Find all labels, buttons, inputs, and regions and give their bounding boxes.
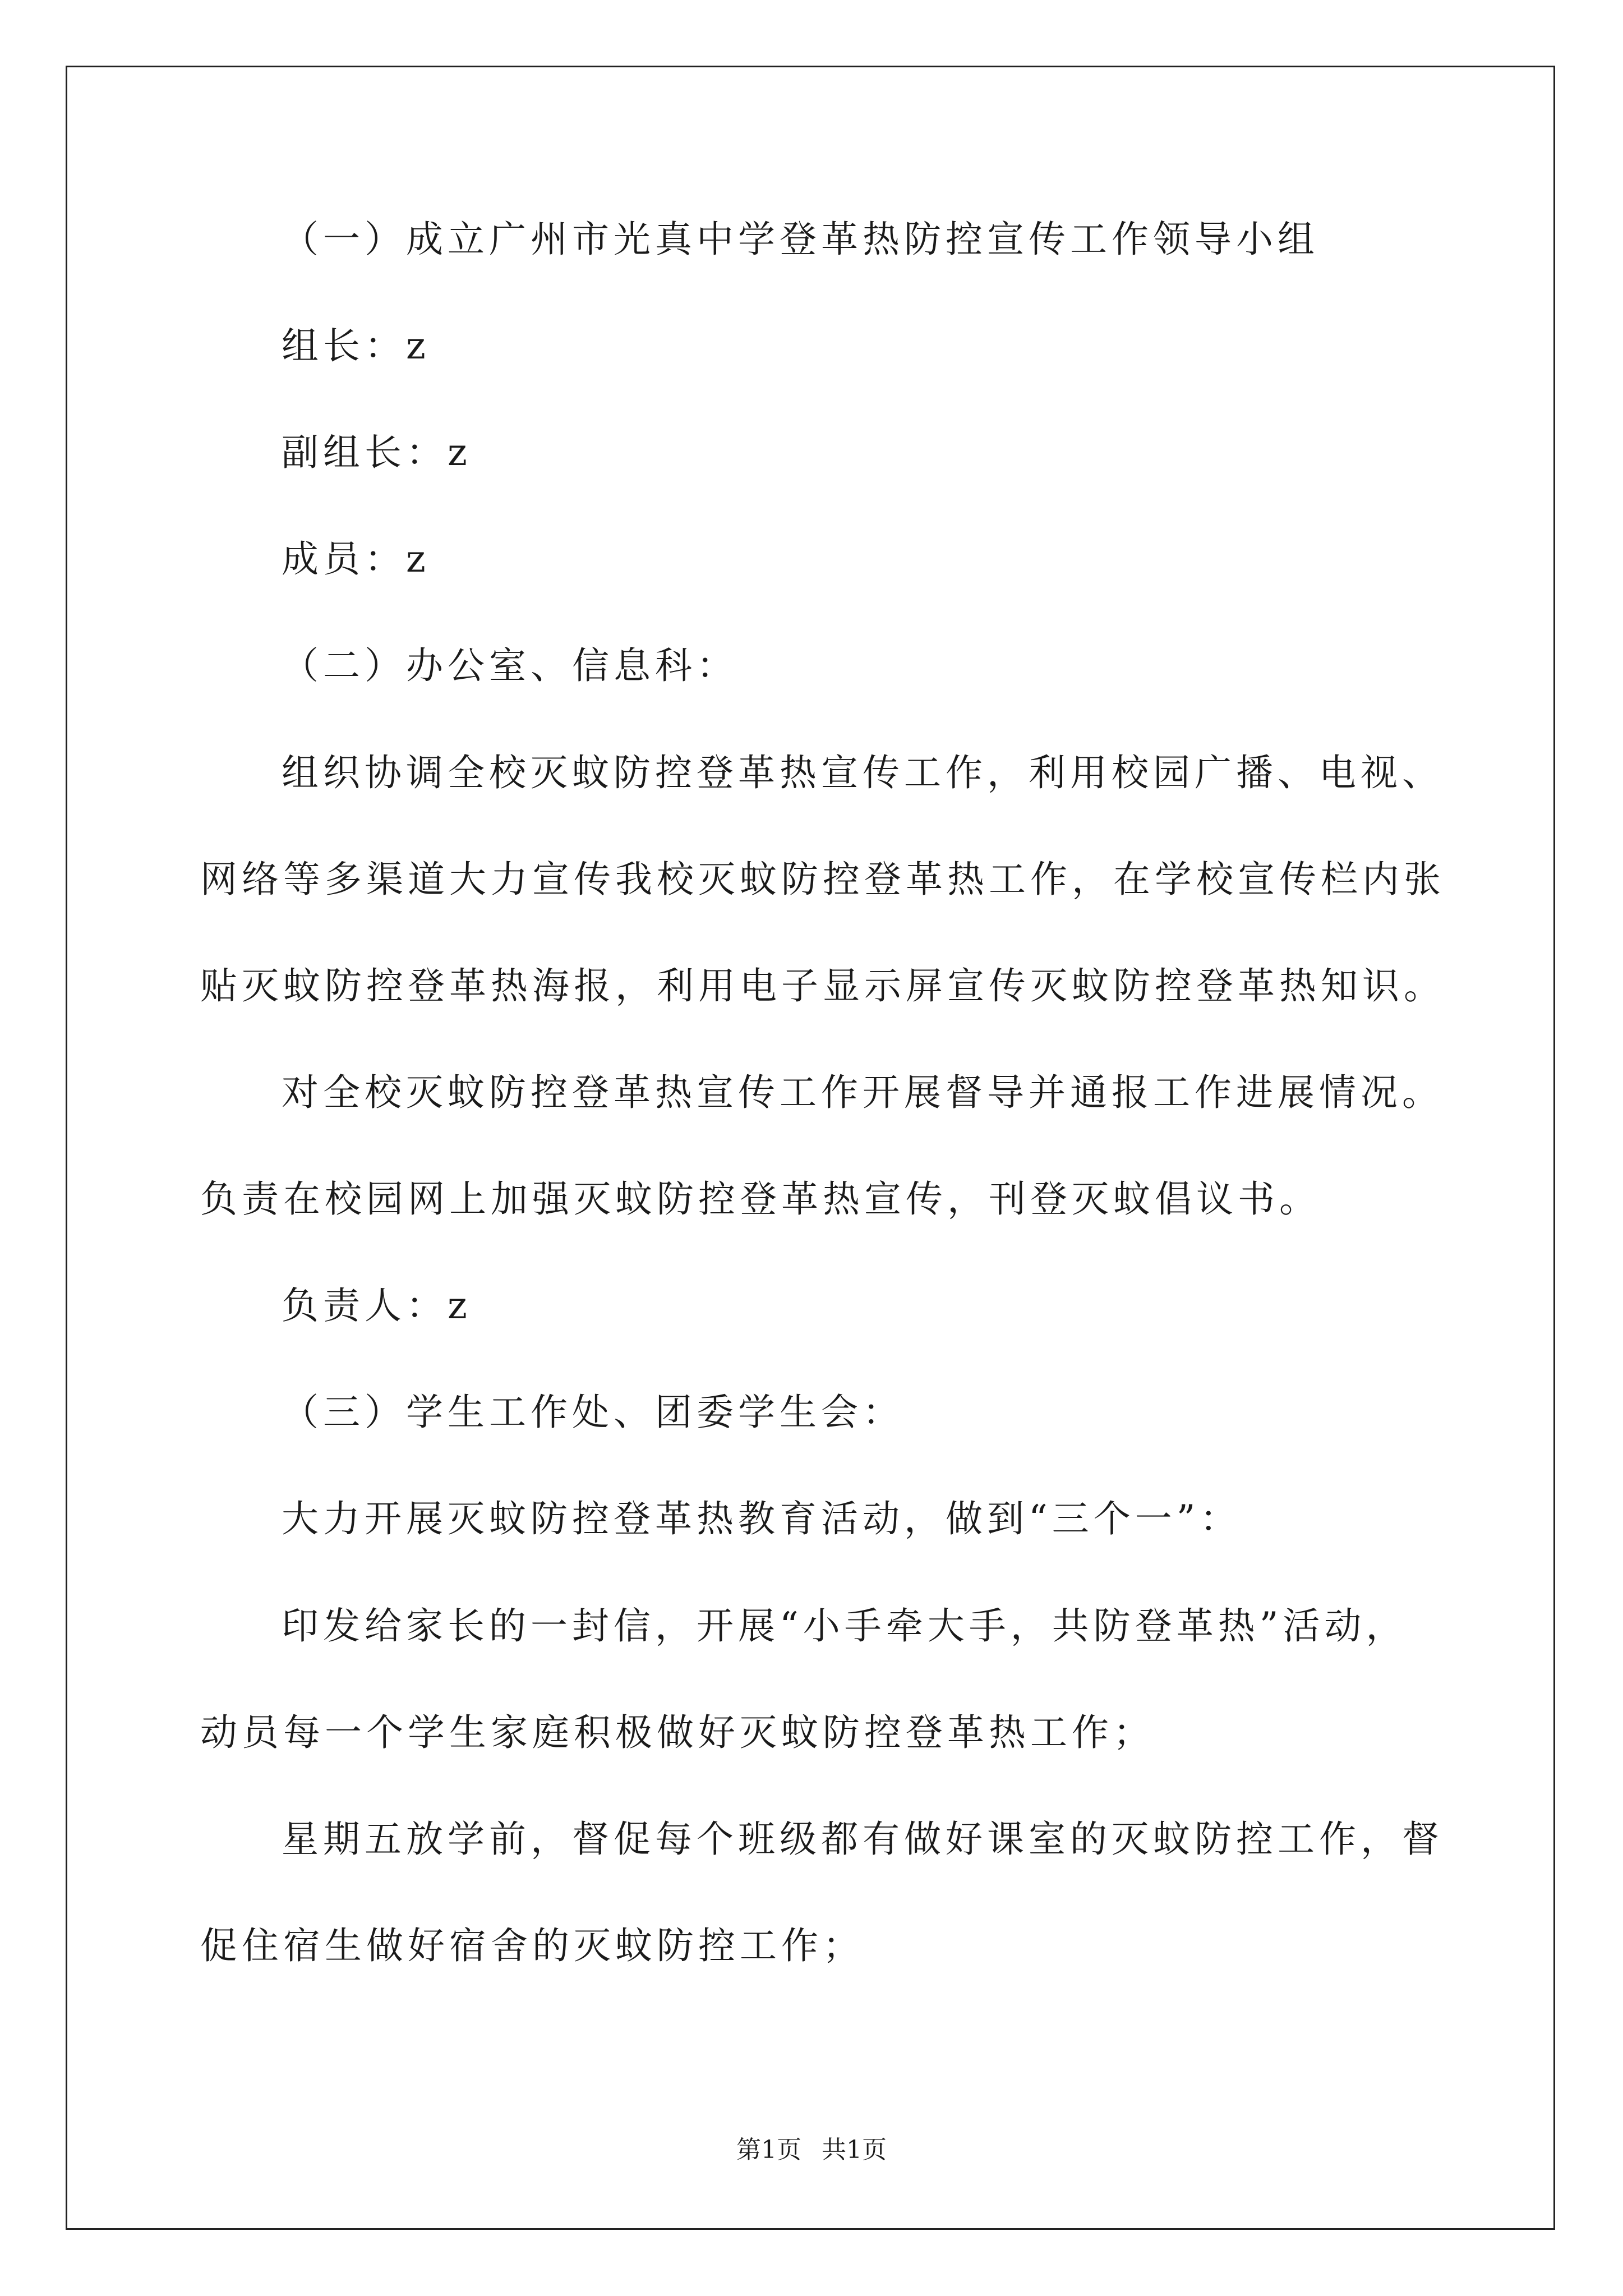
- deputy-leader-line: 副组长：z: [282, 431, 472, 474]
- section-heading-2: （二）办公室、信息科：: [282, 644, 738, 687]
- paragraph-line: 大力开展灭蚊防控登革热教育活动，做到“三个一”：: [282, 1497, 1242, 1540]
- leader-line: 组长：z: [282, 324, 430, 367]
- paragraph-line: 印发给家长的一封信，开展“小手牵大手，共防登革热”活动，: [282, 1604, 1408, 1648]
- page-total: 共1页: [822, 2136, 887, 2164]
- members-line: 成员：z: [282, 537, 430, 581]
- paragraph-line: 组织协调全校灭蚊防控登革热宣传工作，利用校园广播、电视、: [282, 751, 1444, 794]
- paragraph-line: 星期五放学前，督促每个班级都有做好课室的灭蚊防控工作，督: [282, 1818, 1444, 1861]
- page-footer: [0, 2134, 1623, 2166]
- page-border: [66, 66, 1555, 2230]
- paragraph-line: 网络等多渠道大力宣传我校灭蚊防控登革热工作，在学校宣传栏内张: [200, 858, 1445, 901]
- page-number: 第1页: [736, 2136, 801, 2164]
- paragraph-line: 负责在校园网上加强灭蚊防控登革热宣传，刊登灭蚊倡议书。: [200, 1177, 1321, 1221]
- paragraph-line: 促住宿生做好宿舍的灭蚊防控工作；: [200, 1924, 864, 1967]
- section-heading-3: （三）学生工作处、团委学生会：: [282, 1391, 904, 1434]
- paragraph-line: 对全校灭蚊防控登革热宣传工作开展督导并通报工作进展情况。: [282, 1071, 1444, 1114]
- paragraph-line: 贴灭蚊防控登革热海报，利用电子显示屏宣传灭蚊防控登革热知识。: [200, 964, 1445, 1007]
- section-heading-1: （一）成立广州市光真中学登革热防控宣传工作领导小组: [282, 218, 1319, 261]
- responsible-person-line: 负责人：z: [282, 1284, 472, 1327]
- paragraph-line: 动员每一个学生家庭积极做好灭蚊防控登革热工作；: [200, 1711, 1155, 1754]
